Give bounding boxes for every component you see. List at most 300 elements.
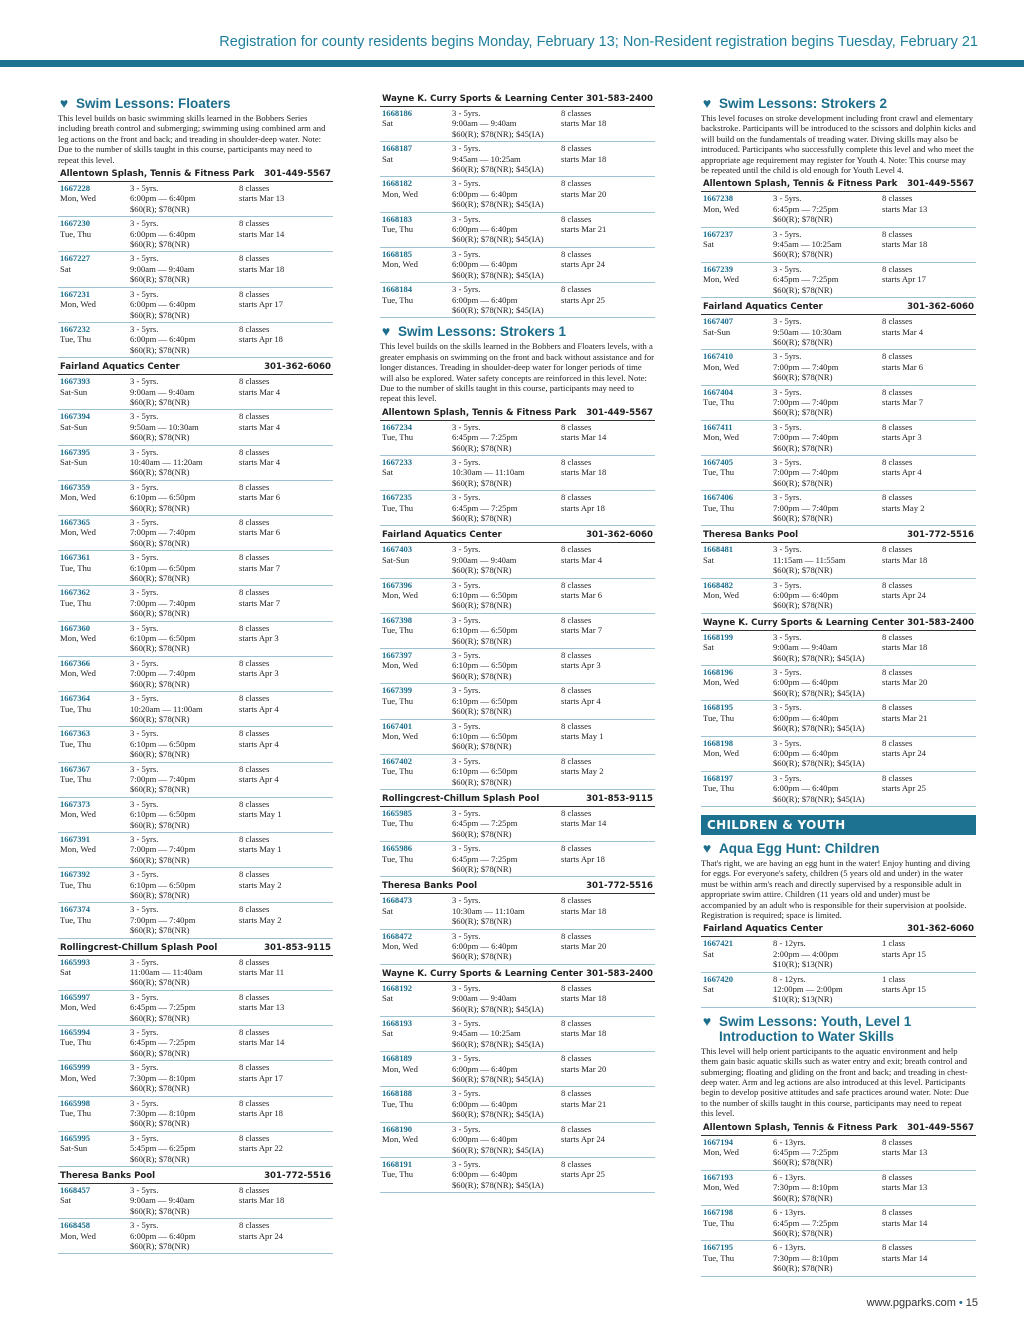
course-code[interactable]: 1667410	[703, 351, 734, 362]
course-code[interactable]: 1668182	[382, 178, 413, 189]
class-days: Mon, Wed	[382, 941, 418, 951]
class-time: 6:00pm — 6:40pm	[452, 1063, 518, 1074]
start-date: starts Apr 18	[561, 853, 605, 864]
age-range: 3 - 5yrs.	[130, 728, 159, 739]
class-days: Sat-Sun	[60, 386, 88, 397]
course-code[interactable]: 1667364	[60, 693, 91, 704]
website-link[interactable]: www.pgparks.com	[866, 1297, 956, 1309]
class-listing	[380, 842, 655, 877]
class-listing	[58, 956, 333, 991]
course-code[interactable]: 1668197	[703, 772, 734, 783]
age-range: 3 - 5yrs.	[452, 178, 481, 189]
class-listing	[58, 692, 333, 727]
class-count: 1 class	[882, 938, 906, 949]
class-time: 6:00pm — 6:40pm	[773, 590, 839, 601]
start-date: starts Mar 18	[882, 554, 928, 565]
course-code[interactable]: 1668183	[382, 213, 413, 224]
start-date: starts Mar 14	[561, 432, 607, 443]
course-code[interactable]: 1665993	[60, 956, 91, 967]
class-time: 5:45pm — 6:25pm	[130, 1143, 196, 1154]
class-count: 8 classes	[239, 798, 270, 809]
age-range: 3 - 5yrs.	[452, 650, 481, 661]
course-code[interactable]: 1667194	[703, 1136, 734, 1147]
age-range: 3 - 5yrs.	[773, 544, 802, 555]
class-time: 6:00pm — 6:40pm	[773, 677, 839, 688]
course-code[interactable]: 1668193	[382, 1018, 413, 1029]
age-range: 3 - 5yrs.	[452, 1158, 481, 1169]
class-time: 9:45am — 10:25am	[452, 153, 521, 164]
course-code[interactable]: 1667411	[703, 421, 733, 432]
column-middle	[380, 90, 655, 1193]
class-days: Sat-Sun	[382, 554, 410, 565]
course-code[interactable]: 1668195	[703, 702, 734, 713]
class-days: Mon, Wed	[60, 1002, 96, 1013]
class-days: Sat	[703, 948, 714, 959]
course-code[interactable]: 1667399	[382, 685, 413, 696]
age-range: 3 - 5yrs.	[452, 843, 481, 854]
class-count: 8 classes	[239, 869, 270, 880]
start-date: starts Apr 4	[561, 695, 601, 706]
age-range: 3 - 5yrs.	[130, 1220, 159, 1231]
class-listing	[701, 701, 976, 736]
course-code[interactable]: 1667227	[60, 253, 91, 264]
class-listing	[701, 1206, 976, 1241]
class-fee: $60(R); $78(NR)	[130, 890, 190, 900]
class-count: 8 classes	[239, 587, 270, 598]
course-code[interactable]: 1667407	[703, 316, 734, 327]
location-phone: 301-449-5567	[907, 179, 974, 190]
section-description: This level focuses on stroke development including front crawl and elementary backstroke. Participants will be introduced to the scissors and dolphin kicks and will build on the fundamentals of treading water. Diving skills may also be introduced. Participants who successfully complete this level and who meet the appropriate age requirement may register for Youth 4. Note: This course may be repeated until the child is old enough for Youth Level 4.	[701, 113, 976, 176]
course-code[interactable]: 1667406	[703, 492, 734, 503]
course-code[interactable]: 1667404	[703, 386, 734, 397]
class-days: Tue, Thu	[382, 818, 414, 829]
course-code[interactable]: 1667401	[382, 720, 413, 731]
class-fee: $60(R); $78(NR)	[773, 600, 833, 611]
start-date: starts Mar 6	[561, 590, 603, 601]
start-date: starts Apr 18	[239, 334, 283, 345]
location-name: Fairland Aquatics Center	[703, 302, 823, 313]
class-count: 8 classes	[239, 1132, 270, 1143]
start-date: starts Apr 18	[239, 1107, 283, 1118]
class-fee: $10(R); $13(NR)	[773, 994, 833, 1005]
class-listing	[58, 410, 333, 445]
course-code[interactable]: 1667397	[382, 650, 413, 661]
age-range: 3 - 5yrs.	[130, 798, 159, 809]
age-range: 3 - 5yrs.	[130, 517, 159, 527]
class-time: 6:45pm — 7:25pm	[773, 274, 839, 285]
start-date: starts Mar 20	[561, 1063, 607, 1074]
course-code[interactable]: 1667393	[60, 376, 91, 387]
class-fee: $60(R); $78(NR)	[773, 336, 833, 347]
class-days: Tue, Thu	[703, 396, 735, 407]
class-days: Sat	[382, 118, 393, 129]
course-code[interactable]: 1667420	[703, 973, 734, 984]
age-range: 3 - 5yrs.	[452, 720, 481, 731]
start-date: starts Mar 20	[882, 677, 928, 688]
class-time: 6:00pm — 6:40pm	[452, 259, 518, 270]
class-fee: $60(R); $78(NR)	[130, 309, 190, 320]
start-date: starts Mar 4	[239, 456, 281, 467]
start-date: starts Mar 18	[239, 1195, 285, 1206]
course-code[interactable]: 1667366	[60, 657, 91, 668]
age-range: 3 - 5yrs.	[130, 1132, 159, 1143]
course-code[interactable]: 1668191	[382, 1158, 413, 1169]
start-date: starts Mar 6	[239, 492, 281, 503]
course-code[interactable]: 1668187	[382, 143, 413, 154]
class-time: 6:45pm — 7:25pm	[130, 1002, 196, 1013]
class-count: 8 classes	[239, 622, 270, 633]
course-code[interactable]: 1667235	[382, 492, 413, 503]
course-code[interactable]: 1667374	[60, 904, 91, 915]
heart-icon: ♥	[381, 323, 391, 340]
heart-icon: ♥	[702, 839, 712, 856]
course-code[interactable]: 1667395	[60, 446, 91, 457]
start-date: starts Apr 4	[239, 738, 279, 749]
start-date: starts Mar 11	[239, 967, 285, 978]
course-code[interactable]: 1668198	[703, 737, 734, 748]
class-fee: $60(R); $78(NR)	[452, 863, 512, 874]
start-date: starts Mar 13	[882, 1147, 928, 1158]
course-code[interactable]: 1668199	[703, 631, 734, 642]
course-code[interactable]: 1667396	[382, 579, 413, 590]
class-time: 6:10pm — 6:50pm	[130, 633, 196, 644]
class-time: 6:00pm — 6:40pm	[452, 941, 518, 951]
class-time: 6:10pm — 6:50pm	[130, 492, 196, 503]
course-code[interactable]: 1668190	[382, 1123, 413, 1134]
course-code[interactable]: 1667232	[60, 323, 91, 334]
class-days: Tue, Thu	[382, 224, 414, 235]
class-count: 8 classes	[561, 685, 592, 696]
class-time: 6:10pm — 6:50pm	[452, 660, 518, 671]
class-time: 6:00pm — 6:40pm	[130, 334, 196, 345]
class-days: Mon, Wed	[60, 809, 96, 820]
class-count: 8 classes	[239, 481, 270, 492]
course-code[interactable]: 1667233	[382, 456, 413, 467]
start-date: starts Mar 18	[561, 118, 607, 129]
location-phone: 301-449-5567	[586, 407, 653, 418]
class-fee: $60(R); $78(NR); $45(IA)	[452, 1074, 544, 1085]
course-code[interactable]: 1665985	[382, 807, 413, 818]
class-fee: $60(R); $78(NR)	[773, 1157, 833, 1168]
course-code[interactable]: 1667394	[60, 411, 91, 422]
class-fee: $60(R); $78(NR); $45(IA)	[452, 234, 544, 245]
start-date: starts Apr 25	[882, 783, 926, 794]
class-days: Tue, Thu	[382, 766, 414, 777]
class-days: Mon, Wed	[60, 299, 96, 310]
start-date: starts Apr 18	[561, 502, 605, 513]
location-phone: 301-772-5516	[586, 881, 653, 892]
class-listing	[58, 182, 333, 217]
footer-bullet: •	[958, 1297, 963, 1309]
start-date: starts Apr 17	[882, 274, 926, 285]
location-phone: 301-449-5567	[907, 1122, 974, 1133]
course-code[interactable]: 1667361	[60, 552, 91, 563]
course-code[interactable]: 1668188	[382, 1088, 413, 1099]
age-range: 3 - 5yrs.	[452, 421, 481, 432]
class-listing	[380, 248, 655, 283]
class-fee: $60(R); $78(NR)	[773, 1192, 833, 1203]
class-fee: $60(R); $78(NR)	[130, 344, 190, 355]
course-code[interactable]: 1665998	[60, 1097, 91, 1108]
course-code[interactable]: 1667360	[60, 622, 91, 633]
course-code[interactable]: 1667198	[703, 1207, 734, 1218]
course-code[interactable]: 1667359	[60, 481, 91, 492]
course-code[interactable]: 1668184	[382, 284, 413, 295]
class-time: 9:00am — 9:40am	[452, 118, 517, 129]
course-code[interactable]: 1667398	[382, 614, 413, 625]
class-count: 8 classes	[882, 1136, 913, 1147]
course-code[interactable]: 1667193	[703, 1171, 734, 1182]
class-time: 9:00am — 9:40am	[452, 554, 517, 565]
class-count: 8 classes	[882, 263, 913, 274]
class-days: Tue, Thu	[382, 695, 414, 706]
section-heading	[58, 96, 333, 111]
course-code[interactable]: 1668186	[382, 108, 413, 118]
class-days: Tue, Thu	[382, 1169, 414, 1180]
class-count: 8 classes	[239, 833, 270, 844]
location-header	[58, 1169, 333, 1184]
class-fee: $60(R); $78(NR)	[130, 1240, 190, 1251]
course-code[interactable]: 1667195	[703, 1242, 734, 1253]
course-code[interactable]: 1667363	[60, 728, 91, 739]
class-listing	[58, 991, 333, 1026]
start-date: starts Mar 4	[882, 326, 924, 337]
start-date: starts Mar 7	[239, 597, 281, 608]
class-days: Sat	[382, 1028, 393, 1039]
course-code[interactable]: 1667234	[382, 421, 413, 432]
class-listing	[380, 1052, 655, 1087]
class-time: 6:45pm — 7:25pm	[773, 1147, 839, 1158]
category-banner: CHILDREN & YOUTH	[701, 815, 976, 835]
age-range: 3 - 5yrs.	[452, 579, 481, 590]
class-days: Mon, Wed	[703, 1182, 739, 1193]
class-count: 8 classes	[561, 930, 592, 941]
course-code[interactable]: 1668458	[60, 1220, 91, 1231]
class-time: 10:20am — 11:00am	[130, 703, 203, 714]
start-date: starts Apr 25	[561, 1169, 605, 1180]
location-name: Rollingcrest-Chillum Splash Pool	[60, 942, 218, 953]
course-code[interactable]: 1667403	[382, 544, 413, 555]
course-code[interactable]: 1667405	[703, 456, 734, 467]
class-count: 8 classes	[239, 323, 270, 334]
class-count: 8 classes	[561, 108, 592, 118]
class-days: Mon, Wed	[703, 1147, 739, 1158]
class-count: 8 classes	[561, 614, 592, 625]
class-time: 7:30pm — 8:10pm	[773, 1252, 839, 1263]
location-header	[701, 922, 976, 937]
start-date: starts Mar 18	[239, 263, 285, 274]
class-fee: $60(R); $78(NR)	[452, 828, 512, 839]
class-listing	[58, 375, 333, 410]
start-date: starts Apr 24	[882, 590, 926, 601]
start-date: starts Mar 18	[561, 905, 607, 916]
course-code[interactable]: 1668185	[382, 248, 413, 259]
age-range: 3 - 5yrs.	[130, 904, 159, 915]
class-time: 9:00am — 9:40am	[130, 263, 195, 274]
class-listing	[701, 666, 976, 701]
course-code[interactable]: 1667237	[703, 228, 734, 239]
class-fee: $60(R); $78(NR)	[773, 214, 833, 225]
age-range: 3 - 5yrs.	[452, 685, 481, 696]
course-code[interactable]: 1667367	[60, 763, 91, 774]
location-header	[58, 167, 333, 182]
class-days: Mon, Wed	[703, 274, 739, 285]
class-listing	[701, 937, 976, 972]
class-time: 7:30pm — 8:10pm	[130, 1072, 196, 1083]
course-code[interactable]: 1668472	[382, 930, 413, 941]
start-date: starts Mar 13	[239, 193, 285, 204]
age-range: 3 - 5yrs.	[773, 386, 802, 397]
age-range: 3 - 5yrs.	[452, 895, 481, 906]
class-fee: $60(R); $78(NR)	[130, 977, 190, 988]
start-date: starts Mar 7	[882, 396, 924, 407]
class-days: Sat-Sun	[60, 1143, 88, 1154]
class-days: Mon, Wed	[60, 527, 96, 538]
course-code[interactable]: 1668473	[382, 895, 413, 906]
age-range: 3 - 5yrs.	[130, 253, 159, 264]
class-days: Tue, Thu	[382, 294, 414, 305]
class-fee: $60(R); $78(NR)	[130, 467, 190, 478]
class-fee: $60(R); $78(NR); $45(IA)	[452, 1038, 544, 1049]
course-code[interactable]: 1665994	[60, 1027, 91, 1038]
class-listing	[58, 622, 333, 657]
class-days: Sat	[703, 554, 714, 565]
class-count: 8 classes	[561, 213, 592, 224]
course-code[interactable]: 1667230	[60, 218, 91, 229]
class-listing	[58, 727, 333, 762]
class-listing	[701, 263, 976, 298]
class-time: 9:00am — 9:40am	[773, 642, 838, 653]
class-listing	[701, 579, 976, 614]
class-days: Tue, Thu	[60, 1037, 92, 1048]
course-code[interactable]: 1667421	[703, 938, 734, 949]
course-code[interactable]: 1667238	[703, 193, 734, 204]
class-fee: $60(R); $78(NR)	[130, 925, 190, 936]
class-count: 8 classes	[561, 650, 592, 661]
course-code[interactable]: 1665986	[382, 843, 413, 854]
class-days: Sat	[703, 984, 714, 994]
class-time: 7:00pm — 7:40pm	[773, 396, 839, 407]
age-range: 3 - 5yrs.	[773, 228, 802, 239]
class-days: Mon, Wed	[382, 730, 418, 741]
class-listing	[58, 1097, 333, 1132]
class-time: 7:00pm — 7:40pm	[130, 773, 196, 784]
class-days: Sat	[382, 905, 393, 916]
class-days: Sat	[60, 263, 71, 274]
class-days: Tue, Thu	[60, 773, 92, 784]
class-listing	[701, 491, 976, 526]
start-date: starts Apr 25	[561, 294, 605, 305]
location-name: Allentown Splash, Tennis & Fitness Park	[382, 407, 577, 418]
class-time: 7:00pm — 7:40pm	[130, 668, 196, 679]
age-range: 3 - 5yrs.	[773, 193, 802, 204]
class-fee: $60(R); $78(NR)	[130, 1012, 190, 1023]
start-date: starts Mar 4	[239, 386, 281, 397]
class-days: Sat-Sun	[60, 421, 88, 432]
class-days: Mon, Wed	[703, 677, 739, 688]
course-code[interactable]: 1667373	[60, 798, 91, 809]
course-code[interactable]: 1668482	[703, 579, 734, 590]
class-listing	[380, 1123, 655, 1158]
start-date: starts Apr 22	[239, 1143, 283, 1154]
class-days: Mon, Wed	[382, 1063, 418, 1074]
location-phone: 301-583-2400	[907, 617, 974, 628]
class-fee: $60(R); $78(NR); $45(IA)	[773, 687, 865, 698]
class-fee: $60(R); $78(NR)	[773, 513, 833, 523]
course-code[interactable]: 1667228	[60, 183, 91, 194]
class-fee: $60(R); $78(NR)	[773, 477, 833, 488]
age-range: 3 - 5yrs.	[130, 693, 159, 704]
age-range: 3 - 5yrs.	[773, 772, 802, 783]
age-range: 3 - 5yrs.	[452, 284, 481, 295]
class-count: 8 classes	[239, 253, 270, 264]
class-count: 8 classes	[561, 284, 592, 295]
course-code[interactable]: 1668192	[382, 982, 413, 993]
class-days: Sat-Sun	[703, 326, 731, 337]
location-phone: 301-853-9115	[586, 793, 653, 804]
course-code[interactable]: 1667231	[60, 288, 91, 299]
course-code[interactable]: 1667362	[60, 587, 91, 598]
age-range: 3 - 5yrs.	[452, 544, 481, 555]
course-code[interactable]: 1667391	[60, 833, 91, 844]
course-code[interactable]: 1667402	[382, 755, 413, 766]
class-fee: $60(R); $78(NR); $45(IA)	[452, 128, 544, 139]
location-phone: 301-772-5516	[264, 1170, 331, 1181]
course-code[interactable]: 1665995	[60, 1132, 91, 1143]
course-code[interactable]: 1668196	[703, 667, 734, 678]
section-title: Swim Lessons: Strokers 2	[719, 96, 888, 111]
course-code[interactable]: 1665999	[60, 1062, 91, 1073]
class-count: 8 classes	[882, 193, 913, 204]
location-name: Fairland Aquatics Center	[382, 530, 502, 541]
class-days: Tue, Thu	[60, 597, 92, 608]
age-range: 3 - 5yrs.	[452, 108, 481, 118]
location-header	[380, 406, 655, 421]
class-days: Sat-Sun	[60, 456, 88, 467]
course-code[interactable]: 1667365	[60, 517, 91, 527]
heart-icon: ♥	[59, 95, 69, 111]
start-date: starts Apr 17	[239, 1072, 283, 1083]
course-code[interactable]: 1667392	[60, 869, 91, 880]
class-listing	[58, 323, 333, 358]
class-fee: $60(R); $78(NR); $45(IA)	[452, 1003, 544, 1014]
start-date: starts Apr 4	[882, 467, 922, 478]
course-code[interactable]: 1668457	[60, 1184, 91, 1195]
age-range: 3 - 5yrs.	[452, 1088, 481, 1099]
age-range: 3 - 5yrs.	[452, 807, 481, 818]
class-time: 6:45pm — 7:25pm	[452, 818, 518, 829]
class-fee: $60(R); $78(NR)	[452, 513, 512, 523]
age-range: 3 - 5yrs.	[452, 1053, 481, 1064]
start-date: starts May 2	[239, 879, 282, 890]
class-count: 8 classes	[239, 956, 270, 967]
class-time: 6:10pm — 6:50pm	[452, 730, 518, 741]
age-range: 6 - 13yrs.	[773, 1136, 806, 1147]
course-code[interactable]: 1668189	[382, 1053, 413, 1064]
course-code[interactable]: 1665997	[60, 991, 91, 1002]
class-listing	[380, 930, 655, 965]
class-fee: $60(R); $78(NR)	[130, 1205, 190, 1216]
class-listing	[380, 1017, 655, 1052]
class-listing	[58, 868, 333, 903]
class-count: 8 classes	[561, 492, 592, 503]
course-code[interactable]: 1667239	[703, 263, 734, 274]
section-description: This level builds on the skills learned in the Bobbers and Floaters levels, with a greater emphasis on swimming on the front and back without assistance and for longer distances. Treading in shoulder-deep water for longer periods of time will also be explored. Water safety concepts are reinforced in this level. Note: Due to the number of skills taught in this course, participants may need to repeat this level.	[380, 341, 654, 404]
page-number: 15	[965, 1297, 978, 1309]
class-listing	[58, 252, 333, 287]
course-code[interactable]: 1668481	[703, 544, 734, 555]
class-fee: $60(R); $78(NR); $45(IA)	[452, 1179, 544, 1190]
